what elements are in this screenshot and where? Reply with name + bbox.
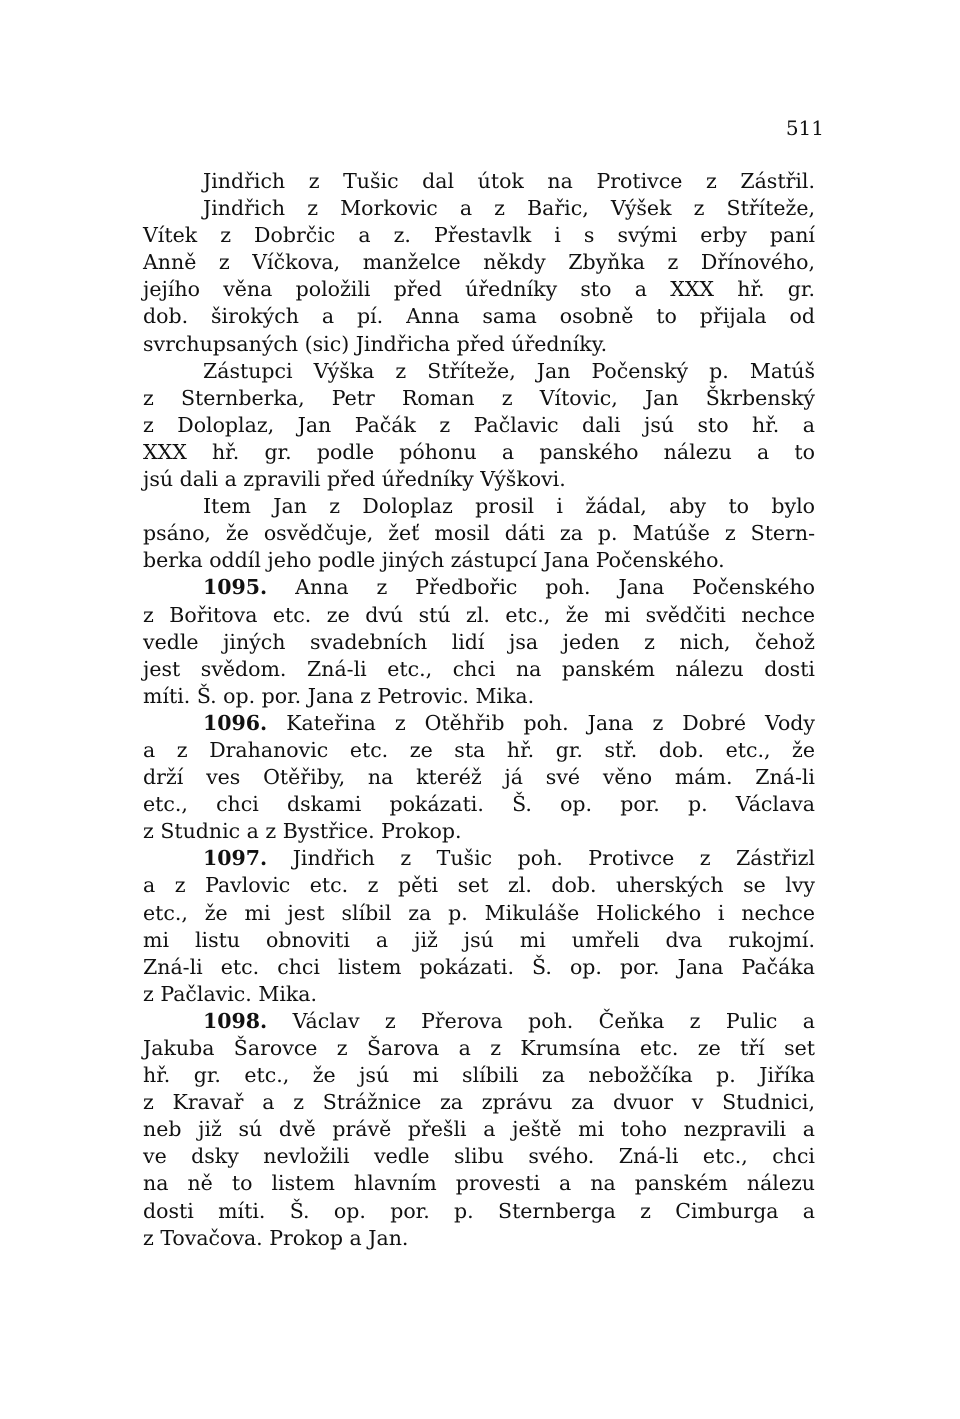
line-text: Jakuba Šarovce z Šarova a z Krumsína etc. ze tří set — [143, 1036, 815, 1060]
text-line — [143, 954, 815, 981]
text-line — [143, 168, 815, 195]
line-text: Kateřina z Otěhřib poh. Jana z Dobré Vody — [286, 710, 815, 735]
line-text: etc., že mi jest slíbil za p. Mikuláše Holického i nechce — [143, 900, 815, 925]
entry-number: 1097. — [203, 846, 268, 871]
entry-heading-line — [143, 845, 815, 872]
line-text: Item Jan z Doloplaz prosil i žádal, aby to bylo — [203, 494, 815, 519]
text-line — [143, 493, 815, 520]
text-line — [143, 1089, 815, 1116]
line-text: Jindřich z Tušic dal útok na Protivce z Zástřil. — [203, 169, 815, 193]
line-text: z Doloplaz, Jan Pačák z Pačlavic dali jsú sto hř. a — [143, 412, 815, 437]
text-line — [143, 683, 815, 710]
line-text: a z Pavlovic etc. z pěti set zl. dob. uherských se lvy — [143, 873, 815, 898]
text-line — [143, 249, 815, 276]
line-text: z Studnic a z Bystřice. Prokop. — [143, 819, 462, 844]
line-text: Anna z Předbořic poh. Jana Počenského — [295, 575, 815, 600]
text-line — [143, 602, 815, 629]
entry-number: 1098. — [203, 1008, 268, 1033]
line-text: na ně to listem hlavním provesti a na panském nálezu — [143, 1171, 815, 1196]
text-line — [143, 466, 815, 493]
entry-heading-line — [143, 1008, 815, 1035]
line-text: psáno, že osvědčuje, žeť mosil dáti za p. Matúše z Stern- — [143, 521, 815, 546]
entry-heading-line — [143, 710, 815, 737]
entry-heading-line — [143, 574, 815, 601]
text-line — [143, 737, 815, 764]
line-text: neb již sú dvě právě přešli a ještě mi toho nezpravili a — [143, 1117, 815, 1142]
text-line — [143, 439, 815, 466]
line-text: Vítek z Dobrčic a z. Přestavlk i s svými erby paní — [143, 223, 815, 248]
line-text: jejího věna položili před úředníky sto a XXX hř. gr. — [143, 277, 815, 302]
line-text: z Bořitova etc. ze dvú stú zl. etc., že mi svědčiti nechce — [143, 602, 815, 627]
line-text: XXX hř. gr. podle póhonu a panského nálezu a to — [143, 439, 815, 464]
text-line — [143, 1035, 815, 1062]
text-line — [143, 872, 815, 899]
line-text: Václav z Přerova poh. Čeňka z Pulic a — [292, 1008, 815, 1033]
text-line — [143, 222, 815, 249]
text-line — [143, 1198, 815, 1225]
text-line — [143, 331, 815, 358]
text-line — [143, 1170, 815, 1197]
text-line — [143, 520, 815, 547]
line-text: jsú dali a zpravili před úředníky Výškovi. — [143, 467, 566, 492]
line-list — [143, 168, 815, 1252]
line-text: z Pačlavic. Mika. — [143, 981, 318, 1006]
line-text: svrchupsaných (sic) Jindřicha před úředníky. — [143, 331, 608, 356]
line-text: berka oddíl jeho podle jiných zástupcí Jana Počenského. — [143, 548, 725, 573]
page-number: 511 — [785, 116, 824, 140]
line-text: a z Drahanovic etc. ze sta hř. gr. stř. dob. etc., že — [143, 737, 815, 762]
line-text: hř. gr. etc., že jsú mi slíbili za nebožčíka p. Jiříka — [143, 1063, 815, 1088]
text-line — [143, 1116, 815, 1143]
text-line — [143, 791, 815, 818]
line-text: Anně z Víčkova, manželce někdy Zbyňka z Dřínového, — [143, 250, 815, 275]
text-line — [143, 981, 815, 1008]
text-line — [143, 629, 815, 656]
text-line — [143, 385, 815, 412]
line-text: Zástupci Výška z Stříteže, Jan Počenský p. Matúš — [203, 358, 815, 383]
text-line — [143, 358, 815, 385]
line-text: mi listu obnoviti a již jsú mi umřeli dva rukojmí. — [143, 927, 815, 952]
text-line — [143, 656, 815, 683]
text-line — [143, 1143, 815, 1170]
line-text: Zná-li etc. chci listem pokázati. Š. op. por. Jana Pačáka — [143, 954, 815, 979]
entry-number: 1096. — [203, 710, 268, 735]
text-line — [143, 412, 815, 439]
text-line — [143, 900, 815, 927]
line-text: míti. Š. op. por. Jana z Petrovic. Mika. — [143, 683, 535, 708]
line-text: vedle jiných svadebních lidí jsa jeden z nich, čehož — [143, 629, 815, 654]
body-text — [143, 168, 815, 1252]
text-line — [143, 195, 815, 222]
text-line — [143, 818, 815, 845]
text-line — [143, 1062, 815, 1089]
line-text: jest svědom. Zná-li etc., chci na panském nálezu dosti — [143, 656, 815, 681]
line-text: z Tovačova. Prokop a Jan. — [143, 1225, 409, 1250]
entry-number: 1095. — [203, 575, 268, 600]
line-text: dosti míti. Š. op. por. p. Sternberga z Cimburga a — [143, 1198, 815, 1223]
text-line — [143, 764, 815, 791]
line-text: ve dsky nevložili vedle slibu svého. Zná-li etc., chci — [143, 1144, 815, 1169]
line-text: z Kravař a z Strážnice za zprávu za dvuor v Studnici, — [143, 1090, 815, 1115]
line-text: drží ves Otěřiby, na kteréž já své věno mám. Zná-li — [143, 765, 815, 790]
line-text: Jindřich z Tušic poh. Protivce z Zástřizl — [292, 846, 815, 871]
text-line — [143, 927, 815, 954]
line-text: Jindřich z Morkovic a z Bařic, Výšek z Stříteže, — [203, 196, 815, 221]
text-line — [143, 303, 815, 330]
text-line — [143, 1225, 815, 1252]
line-text: dob. širokých a pí. Anna sama osobně to přijala od — [143, 304, 815, 329]
text-line — [143, 276, 815, 303]
line-text: etc., chci dskami pokázati. Š. op. por. p. Václava — [143, 792, 815, 817]
text-line — [143, 547, 815, 574]
line-text: z Sternberka, Petr Roman z Vítovic, Jan Škrbenský — [143, 385, 815, 410]
